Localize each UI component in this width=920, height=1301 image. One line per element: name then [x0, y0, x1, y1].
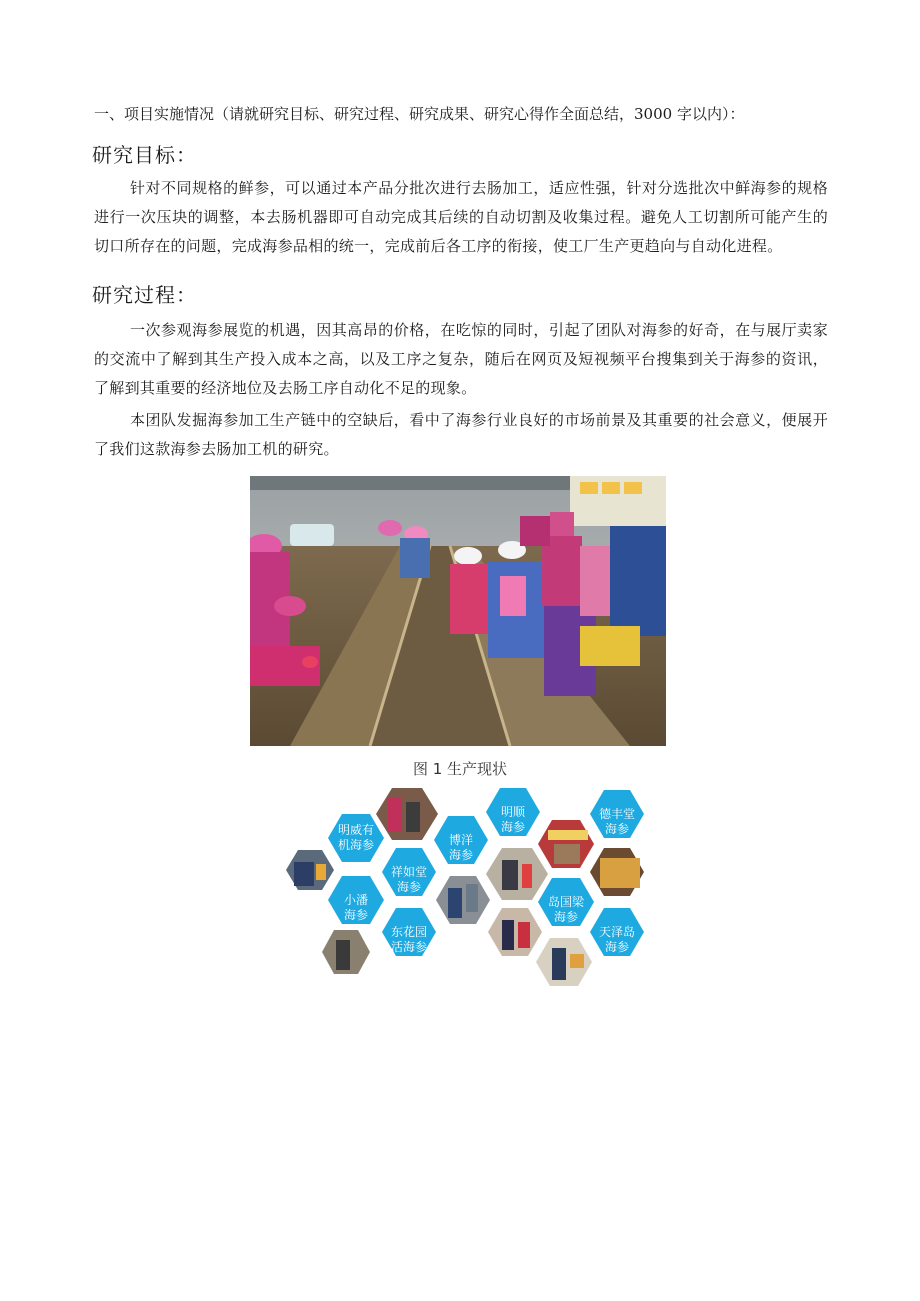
brand-hex-tianzedao — [590, 908, 644, 956]
brand-hex-mingshun — [486, 788, 540, 836]
brand-label-defengtang: 德丰堂海参 — [598, 807, 636, 836]
brand-label-xiangrutang: 祥如堂海参 — [390, 865, 428, 894]
photo-hex-2 — [376, 788, 438, 840]
photo-hex-9 — [536, 938, 592, 986]
brand-label-tianzedao: 天泽岛海参 — [598, 925, 636, 954]
research-process-paragraph-2: 本团队发掘海参加工生产链中的空缺后，看中了海参行业良好的市场前景及其重要的社会意义，便展开了我们这款海参去肠加工机的研究。 — [94, 411, 828, 458]
research-goal-title: 研究目标： — [92, 143, 197, 167]
brand-hex-xiangrutang — [382, 848, 436, 896]
figure-1-caption: 图 1 生产现状 — [412, 760, 508, 778]
brand-hex-boyang — [434, 816, 488, 864]
photo-hex-8 — [488, 908, 542, 956]
brand-honeycomb-figure — [270, 784, 650, 996]
brand-hex-donghuayuan — [382, 908, 436, 956]
brand-label-donghuayuan: 东花园活海参 — [390, 925, 428, 954]
brand-label-xiaopan: 小潘海参 — [343, 893, 369, 922]
photo-hex-5 — [538, 820, 594, 868]
photo-hex-1 — [286, 850, 334, 890]
photo-hex-4 — [486, 848, 548, 900]
brand-hex-mingwei — [328, 814, 384, 862]
research-process-paragraph-1: 一次参观海参展览的机遇，因其高昂的价格，在吃惊的同时，引起了团队对海参的好奇，在与展厅卖家的交流中了解到其生产投入成本之高，以及工序之复杂，随后在网页及短视频平台搜集到关于海参的资讯，了解到其重要的经济地位及去肠工序自动化不足的现象。 — [94, 321, 828, 397]
research-process-title: 研究过程： — [92, 283, 197, 307]
research-goal-paragraph: 针对不同规格的鲜参，可以通过本产品分批次进行去肠加工，适应性强，针对分选批次中鲜海参的规格进行一次压块的调整，本去肠机器即可自动完成其后续的自动切割及收集过程。避免人工切割所可能产生的切口所存在的问题，完成海参品相的统一，完成前后各工序的衔接，使工厂生产更趋向与自动化进程。 — [94, 179, 828, 255]
section-heading: 一、项目实施情况（请就研究目标、研究过程、研究成果、研究心得作全面总结，3000 字以内）： — [94, 105, 745, 123]
production-photo — [250, 476, 666, 746]
photo-hex-7 — [322, 930, 370, 974]
brand-hex-defengtang — [590, 790, 644, 838]
brand-label-daoguoliang: 岛国梁海参 — [547, 895, 585, 924]
photo-hex-6 — [590, 848, 644, 896]
brand-label-boyang: 博洋海参 — [448, 833, 474, 862]
brand-label-mingshun: 明顺海参 — [500, 805, 526, 834]
photo-hex-3 — [436, 876, 490, 924]
brand-label-mingwei: 明威有机海参 — [337, 823, 375, 852]
brand-hex-daoguoliang — [538, 878, 594, 926]
brand-hex-xiaopan — [328, 876, 384, 924]
